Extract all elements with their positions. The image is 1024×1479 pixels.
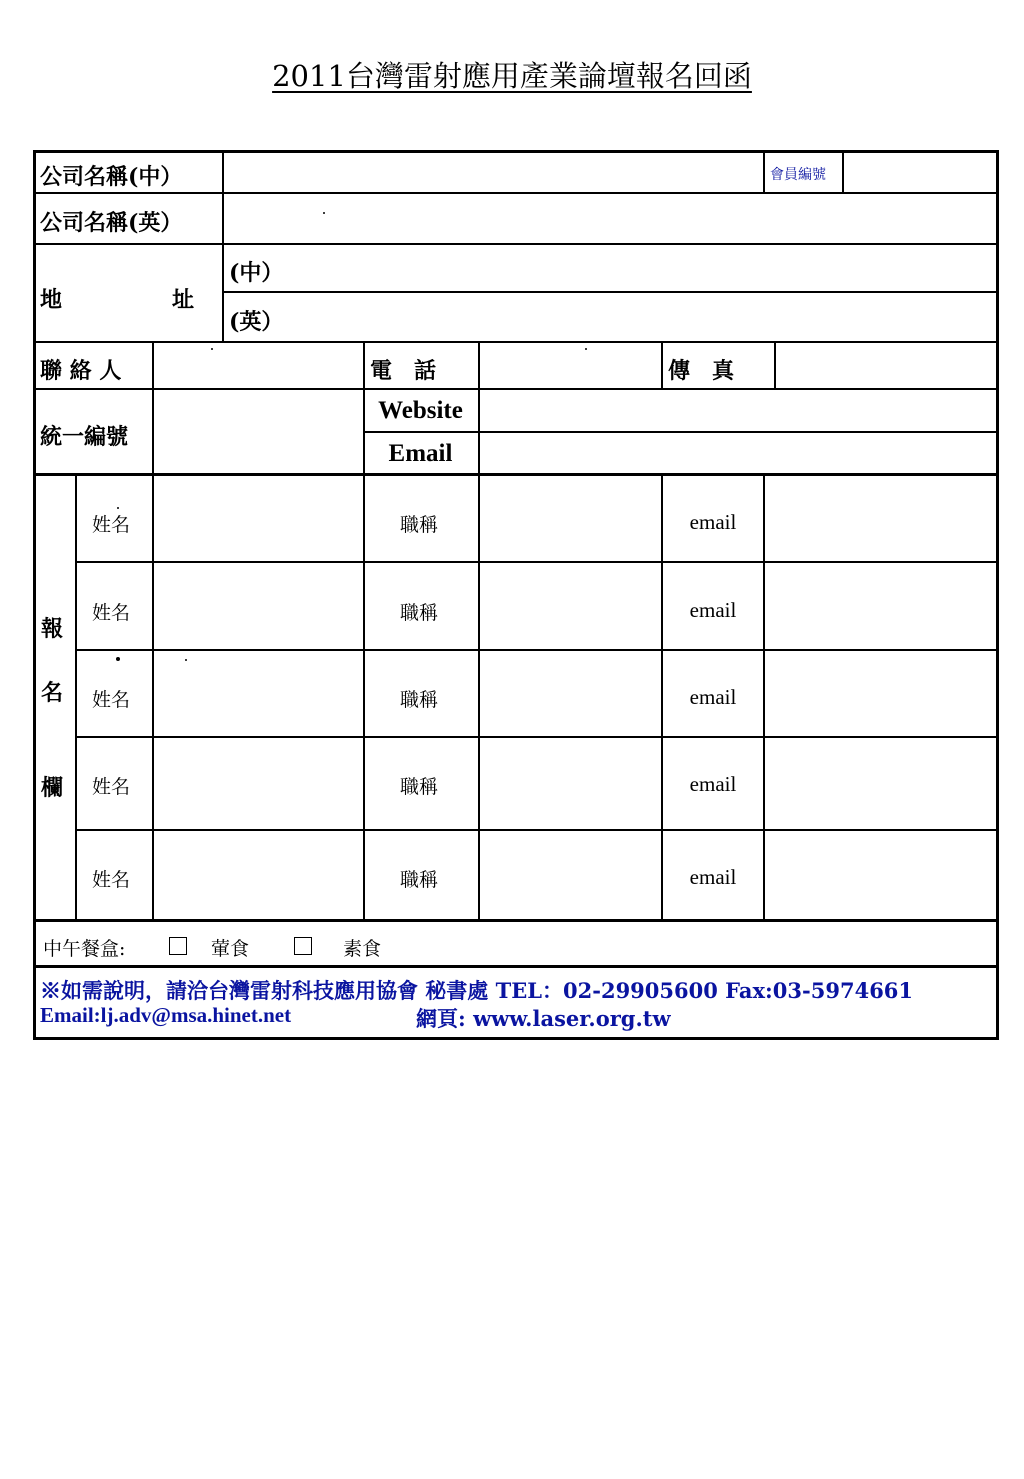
lunch-label: 中午餐盒: bbox=[43, 938, 126, 960]
attendee-4-name-label: 姓名 bbox=[92, 776, 131, 798]
registration-side-char-3: 欄 bbox=[41, 775, 64, 801]
attendee-3-name-field[interactable] bbox=[154, 651, 363, 736]
company-name-zh-label: 公司名稱(中） bbox=[40, 164, 183, 190]
address-zh-label: (中） bbox=[229, 260, 284, 286]
attendee-3-email-field[interactable] bbox=[765, 651, 996, 736]
veg-option-checkbox[interactable] bbox=[294, 937, 312, 955]
website-label: Website bbox=[378, 397, 463, 424]
attendee-5-title-label: 職稱 bbox=[400, 869, 439, 891]
veg-option-label: 素食 bbox=[343, 938, 382, 960]
address-zh-field[interactable] bbox=[290, 245, 996, 291]
attendee-1-email-label: email bbox=[689, 510, 737, 534]
address-label-1: 地 bbox=[40, 287, 63, 313]
attendee-2-title-field[interactable] bbox=[480, 563, 661, 649]
company-name-en-label: 公司名稱(英） bbox=[40, 210, 183, 236]
meat-option-checkbox[interactable] bbox=[169, 937, 187, 955]
member-no-label: 會員編號 bbox=[770, 167, 826, 183]
phone-label: 電 話 bbox=[370, 358, 437, 384]
attendee-5-email-field[interactable] bbox=[765, 831, 996, 919]
fax-field[interactable] bbox=[776, 343, 996, 388]
member-no-field[interactable] bbox=[844, 152, 996, 192]
attendee-2-email-field[interactable] bbox=[765, 563, 996, 649]
attendee-4-title-label: 職稱 bbox=[400, 776, 439, 798]
attendee-5-name-field[interactable] bbox=[154, 831, 363, 919]
attendee-5-title-field[interactable] bbox=[480, 831, 661, 919]
attendee-3-email-label: email bbox=[689, 685, 737, 709]
attendee-2-email-label: email bbox=[689, 598, 737, 622]
address-label-2: 址 bbox=[172, 287, 195, 313]
registration-side-char-1: 報 bbox=[41, 616, 64, 642]
attendee-5-email-label: email bbox=[689, 865, 737, 889]
phone-field[interactable] bbox=[480, 343, 661, 388]
attendee-4-email-label: email bbox=[689, 772, 737, 796]
attendee-2-name-field[interactable] bbox=[154, 563, 363, 649]
attendee-4-email-field[interactable] bbox=[765, 738, 996, 829]
attendee-4-name-field[interactable] bbox=[154, 738, 363, 829]
attendee-1-name-label: 姓名 bbox=[92, 514, 131, 536]
footer-website: 網頁: www.laser.org.tw bbox=[416, 1006, 671, 1031]
attendee-2-title-label: 職稱 bbox=[400, 602, 439, 624]
website-field[interactable] bbox=[480, 390, 996, 431]
footer-email: Email:lj.adv@msa.hinet.net bbox=[40, 1003, 292, 1027]
attendee-1-title-field[interactable] bbox=[480, 476, 661, 561]
registration-side-char-2: 名 bbox=[41, 680, 64, 706]
attendee-3-title-field[interactable] bbox=[480, 651, 661, 736]
address-en-field[interactable] bbox=[290, 293, 996, 341]
fax-label: 傳 真 bbox=[668, 358, 735, 384]
attendee-2-name-label: 姓名 bbox=[92, 602, 131, 624]
contact-person-label: 聯 絡 人 bbox=[40, 358, 122, 384]
attendee-3-title-label: 職稱 bbox=[400, 689, 439, 711]
meat-option-label: 葷食 bbox=[211, 938, 250, 960]
address-en-label: (英） bbox=[229, 309, 284, 335]
contact-person-field[interactable] bbox=[154, 343, 363, 388]
footer-contact-line: ※如需說明，請洽台灣雷射科技應用協會 秘書處 TEL：02-29905600 Fax:03-5974661 bbox=[40, 978, 914, 1003]
form-title: 2011台灣雷射應用產業論壇報名回函 bbox=[272, 59, 752, 93]
attendee-1-title-label: 職稱 bbox=[400, 514, 439, 536]
attendee-1-name-field[interactable] bbox=[154, 476, 363, 561]
tax-id-field[interactable] bbox=[154, 390, 363, 473]
attendee-5-name-label: 姓名 bbox=[92, 869, 131, 891]
tax-id-label: 統一編號 bbox=[40, 424, 129, 450]
company-name-zh-field[interactable] bbox=[224, 152, 763, 192]
attendee-3-name-label: 姓名 bbox=[92, 689, 131, 711]
company-name-en-field[interactable] bbox=[224, 194, 996, 243]
email-field[interactable] bbox=[480, 433, 996, 473]
attendee-4-title-field[interactable] bbox=[480, 738, 661, 829]
email-label: Email bbox=[388, 440, 453, 467]
attendee-1-email-field[interactable] bbox=[765, 476, 996, 561]
